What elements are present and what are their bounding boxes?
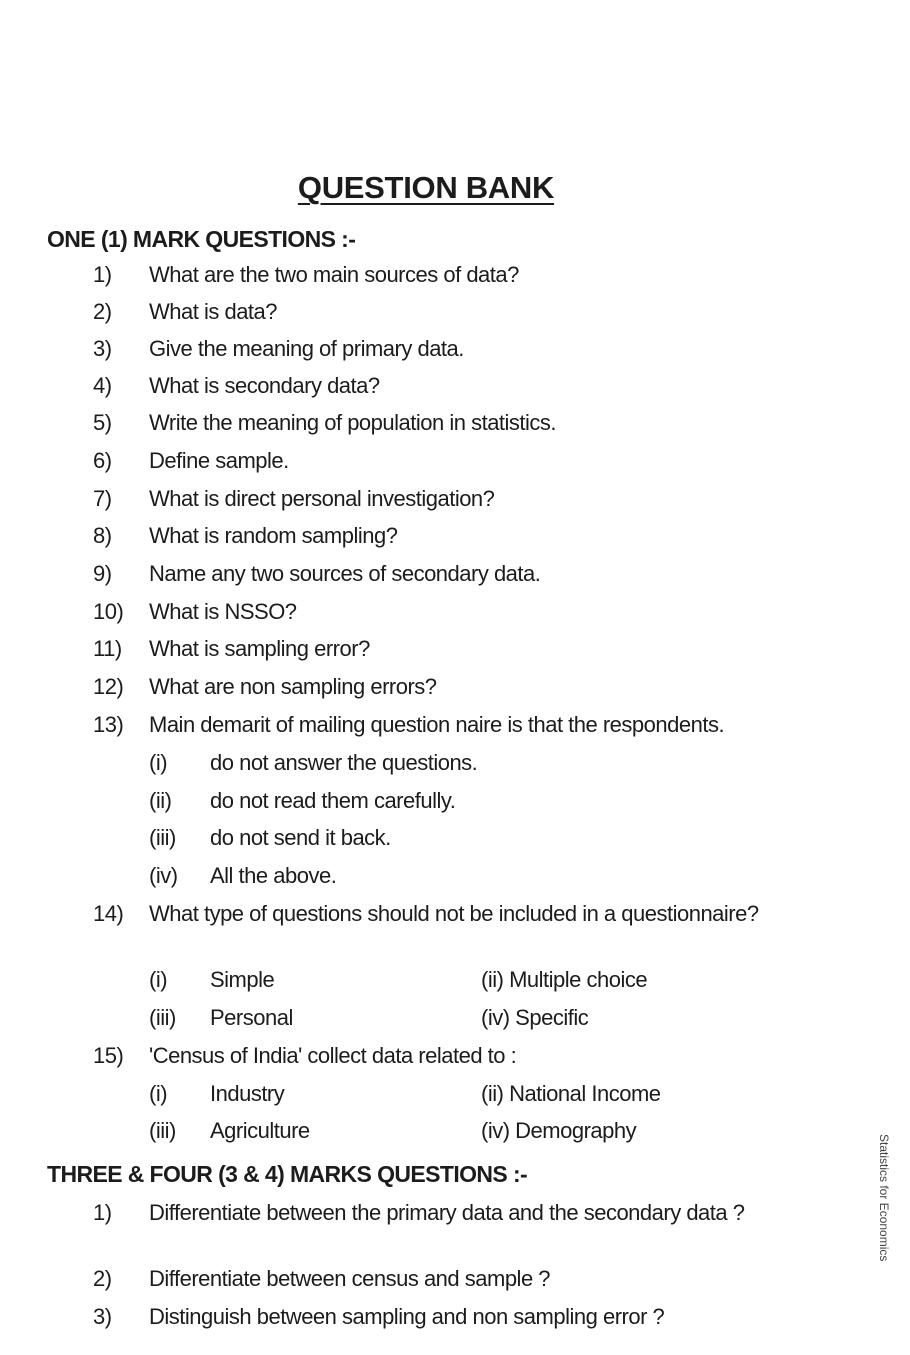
q15-option: (ii) National Income [481, 1081, 661, 1106]
question-item: 7) What is direct personal investigation? [93, 486, 495, 511]
margin-note [872, 1130, 896, 1300]
question-item: 8) What is random sampling? [93, 523, 398, 548]
question-item: 3) Distinguish between sampling and non sampling error ? [93, 1304, 665, 1329]
question-item: 14) What type of questions should not be included in a questionnaire? [93, 901, 759, 926]
question-item: 12) What are non sampling errors? [93, 674, 437, 699]
three-four-mark-heading: THREE & FOUR (3 & 4) MARKS QUESTIONS :- [47, 1161, 528, 1187]
page-title: QUESTION BANK [297, 170, 555, 205]
question-item: 11) What is sampling error? [93, 636, 370, 661]
q15-option: (iv) Demography [481, 1118, 637, 1143]
question-item: 6) Define sample. [93, 448, 289, 473]
margin-note-glyphs [872, 1130, 896, 1300]
question-item: 3) Give the meaning of primary data. [93, 336, 464, 361]
question-item: 15) 'Census of India' collect data related to : [93, 1043, 517, 1068]
question-item: 13) Main demarit of mailing question naire is that the respondents. [93, 712, 725, 737]
question-item: 10) What is NSSO? [93, 599, 297, 624]
question-item: 2) Differentiate between census and sample ? [93, 1266, 551, 1291]
q14-option: (iv) Specific [481, 1005, 589, 1030]
question-item: 5) Write the meaning of population in statistics. [93, 410, 557, 435]
q14-option: (ii) Multiple choice [481, 967, 648, 992]
question-item: 9) Name any two sources of secondary data. [93, 561, 541, 586]
one-mark-heading: ONE (1) MARK QUESTIONS :- [47, 226, 356, 252]
question-item: 1) What are the two main sources of data? [93, 262, 519, 287]
question-item: 1) Differentiate between the primary data and the secondary data ? [93, 1200, 745, 1225]
question-item: 2) What is data? [93, 299, 278, 324]
margin-note-text: Statistics for Economics [877, 1134, 891, 1262]
question-item: 4) What is secondary data? [93, 373, 380, 398]
